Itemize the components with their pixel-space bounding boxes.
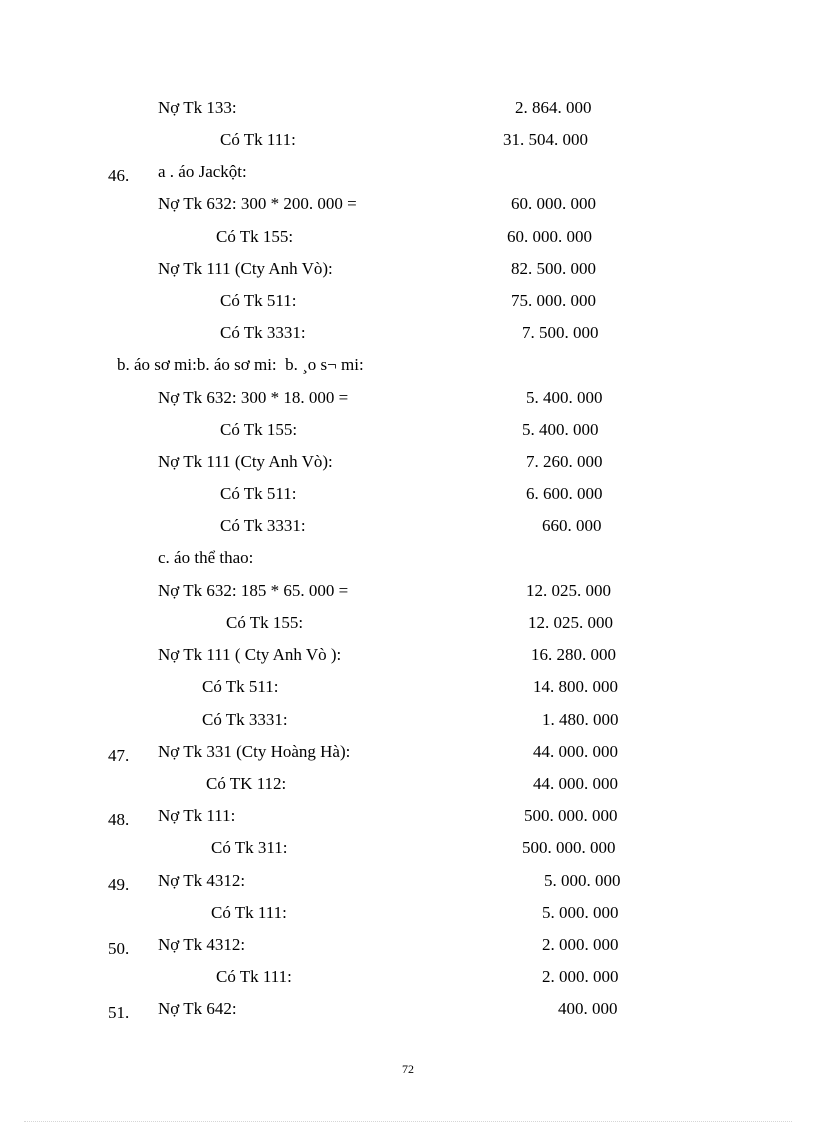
entry-amount: 5. 400. 000: [526, 388, 603, 407]
entry-label: Nợ Tk 111:: [158, 806, 236, 825]
entry-amount: 31. 504. 000: [503, 130, 588, 149]
entry-label: Có Tk 155:: [216, 227, 294, 246]
entry-label: Có Tk 111:: [211, 903, 287, 922]
entry-amount: 2. 000. 000: [542, 967, 619, 986]
entry-label: Có Tk 511:: [220, 484, 297, 503]
entry-amount: 1. 480. 000: [542, 710, 619, 729]
entry-label: Nợ Tk 642:: [158, 999, 237, 1018]
entry-label: Có Tk 155:: [226, 613, 304, 632]
entry-label: Nợ Tk 4312:: [158, 935, 246, 954]
entry-label: Có Tk 3331:: [220, 516, 306, 535]
entry-amount: 16. 280. 000: [531, 645, 616, 664]
entry-amount: 44. 000. 000: [533, 774, 618, 793]
section-heading: c. áo thể thao:: [158, 548, 254, 567]
entry-amount: 44. 000. 000: [533, 742, 618, 761]
entry-label: Nợ Tk 133:: [158, 98, 237, 117]
entry-amount: 400. 000: [558, 999, 618, 1018]
entry-amount: 6. 600. 000: [526, 484, 603, 503]
entry-number: 49.: [108, 875, 130, 894]
entry-label: Có Tk 511:: [202, 677, 279, 696]
entry-amount: 5. 000. 000: [544, 871, 621, 890]
entry-label: Có Tk 111:: [220, 130, 296, 149]
entry-amount: 75. 000. 000: [511, 291, 596, 310]
entry-amount: 7. 260. 000: [526, 452, 603, 471]
entry-amount: 660. 000: [542, 516, 602, 535]
entry-number: 47.: [108, 746, 130, 765]
page-number: 72: [402, 1062, 414, 1076]
entry-amount: 82. 500. 000: [511, 259, 596, 278]
entry-number: 48.: [108, 810, 130, 829]
entry-label: Có Tk 3331:: [202, 710, 288, 729]
entry-label: Có TK 112:: [206, 774, 287, 793]
entry-amount: 7. 500. 000: [522, 323, 599, 342]
entry-amount: 500. 000. 000: [522, 838, 616, 857]
entry-label: Nợ Tk 111 (Cty Anh Vò):: [158, 259, 333, 278]
entry-label: Có Tk 111:: [216, 967, 292, 986]
page-bottom-border: [24, 1121, 792, 1122]
entry-amount: 14. 800. 000: [533, 677, 618, 696]
entry-label: Có Tk 155:: [220, 420, 298, 439]
entry-amount: 60. 000. 000: [507, 227, 592, 246]
entry-label: Nợ Tk 111 ( Cty Anh Vò ):: [158, 645, 342, 664]
entry-amount: 500. 000. 000: [524, 806, 618, 825]
section-heading: b. áo sơ mi:b. áo sơ mi: b. ¸o s¬ mi:: [117, 355, 364, 374]
entry-amount: 2. 864. 000: [515, 98, 592, 117]
entry-label: Có Tk 311:: [211, 838, 288, 857]
entry-label: a . áo Jackột:: [158, 162, 247, 181]
entry-amount: 60. 000. 000: [511, 194, 596, 213]
entry-label: Nợ Tk 4312:: [158, 871, 246, 890]
entry-label: Nợ Tk 331 (Cty Hoàng Hà):: [158, 742, 351, 761]
entry-amount: 2. 000. 000: [542, 935, 619, 954]
entry-label: Có Tk 511:: [220, 291, 297, 310]
entry-amount: 12. 025. 000: [528, 613, 613, 632]
entry-number: 50.: [108, 939, 130, 958]
entry-amount: 5. 000. 000: [542, 903, 619, 922]
entry-label: Nợ Tk 632: 185 * 65. 000 =: [158, 581, 349, 600]
entry-number: 46.: [108, 166, 130, 185]
entry-label: Nợ Tk 111 (Cty Anh Vò):: [158, 452, 333, 471]
entry-label: Nợ Tk 632: 300 * 200. 000 =: [158, 194, 357, 213]
entry-number: 51.: [108, 1003, 130, 1022]
entry-label: Có Tk 3331:: [220, 323, 306, 342]
entry-amount: 12. 025. 000: [526, 581, 611, 600]
entry-amount: 5. 400. 000: [522, 420, 599, 439]
entry-label: Nợ Tk 632: 300 * 18. 000 =: [158, 388, 349, 407]
